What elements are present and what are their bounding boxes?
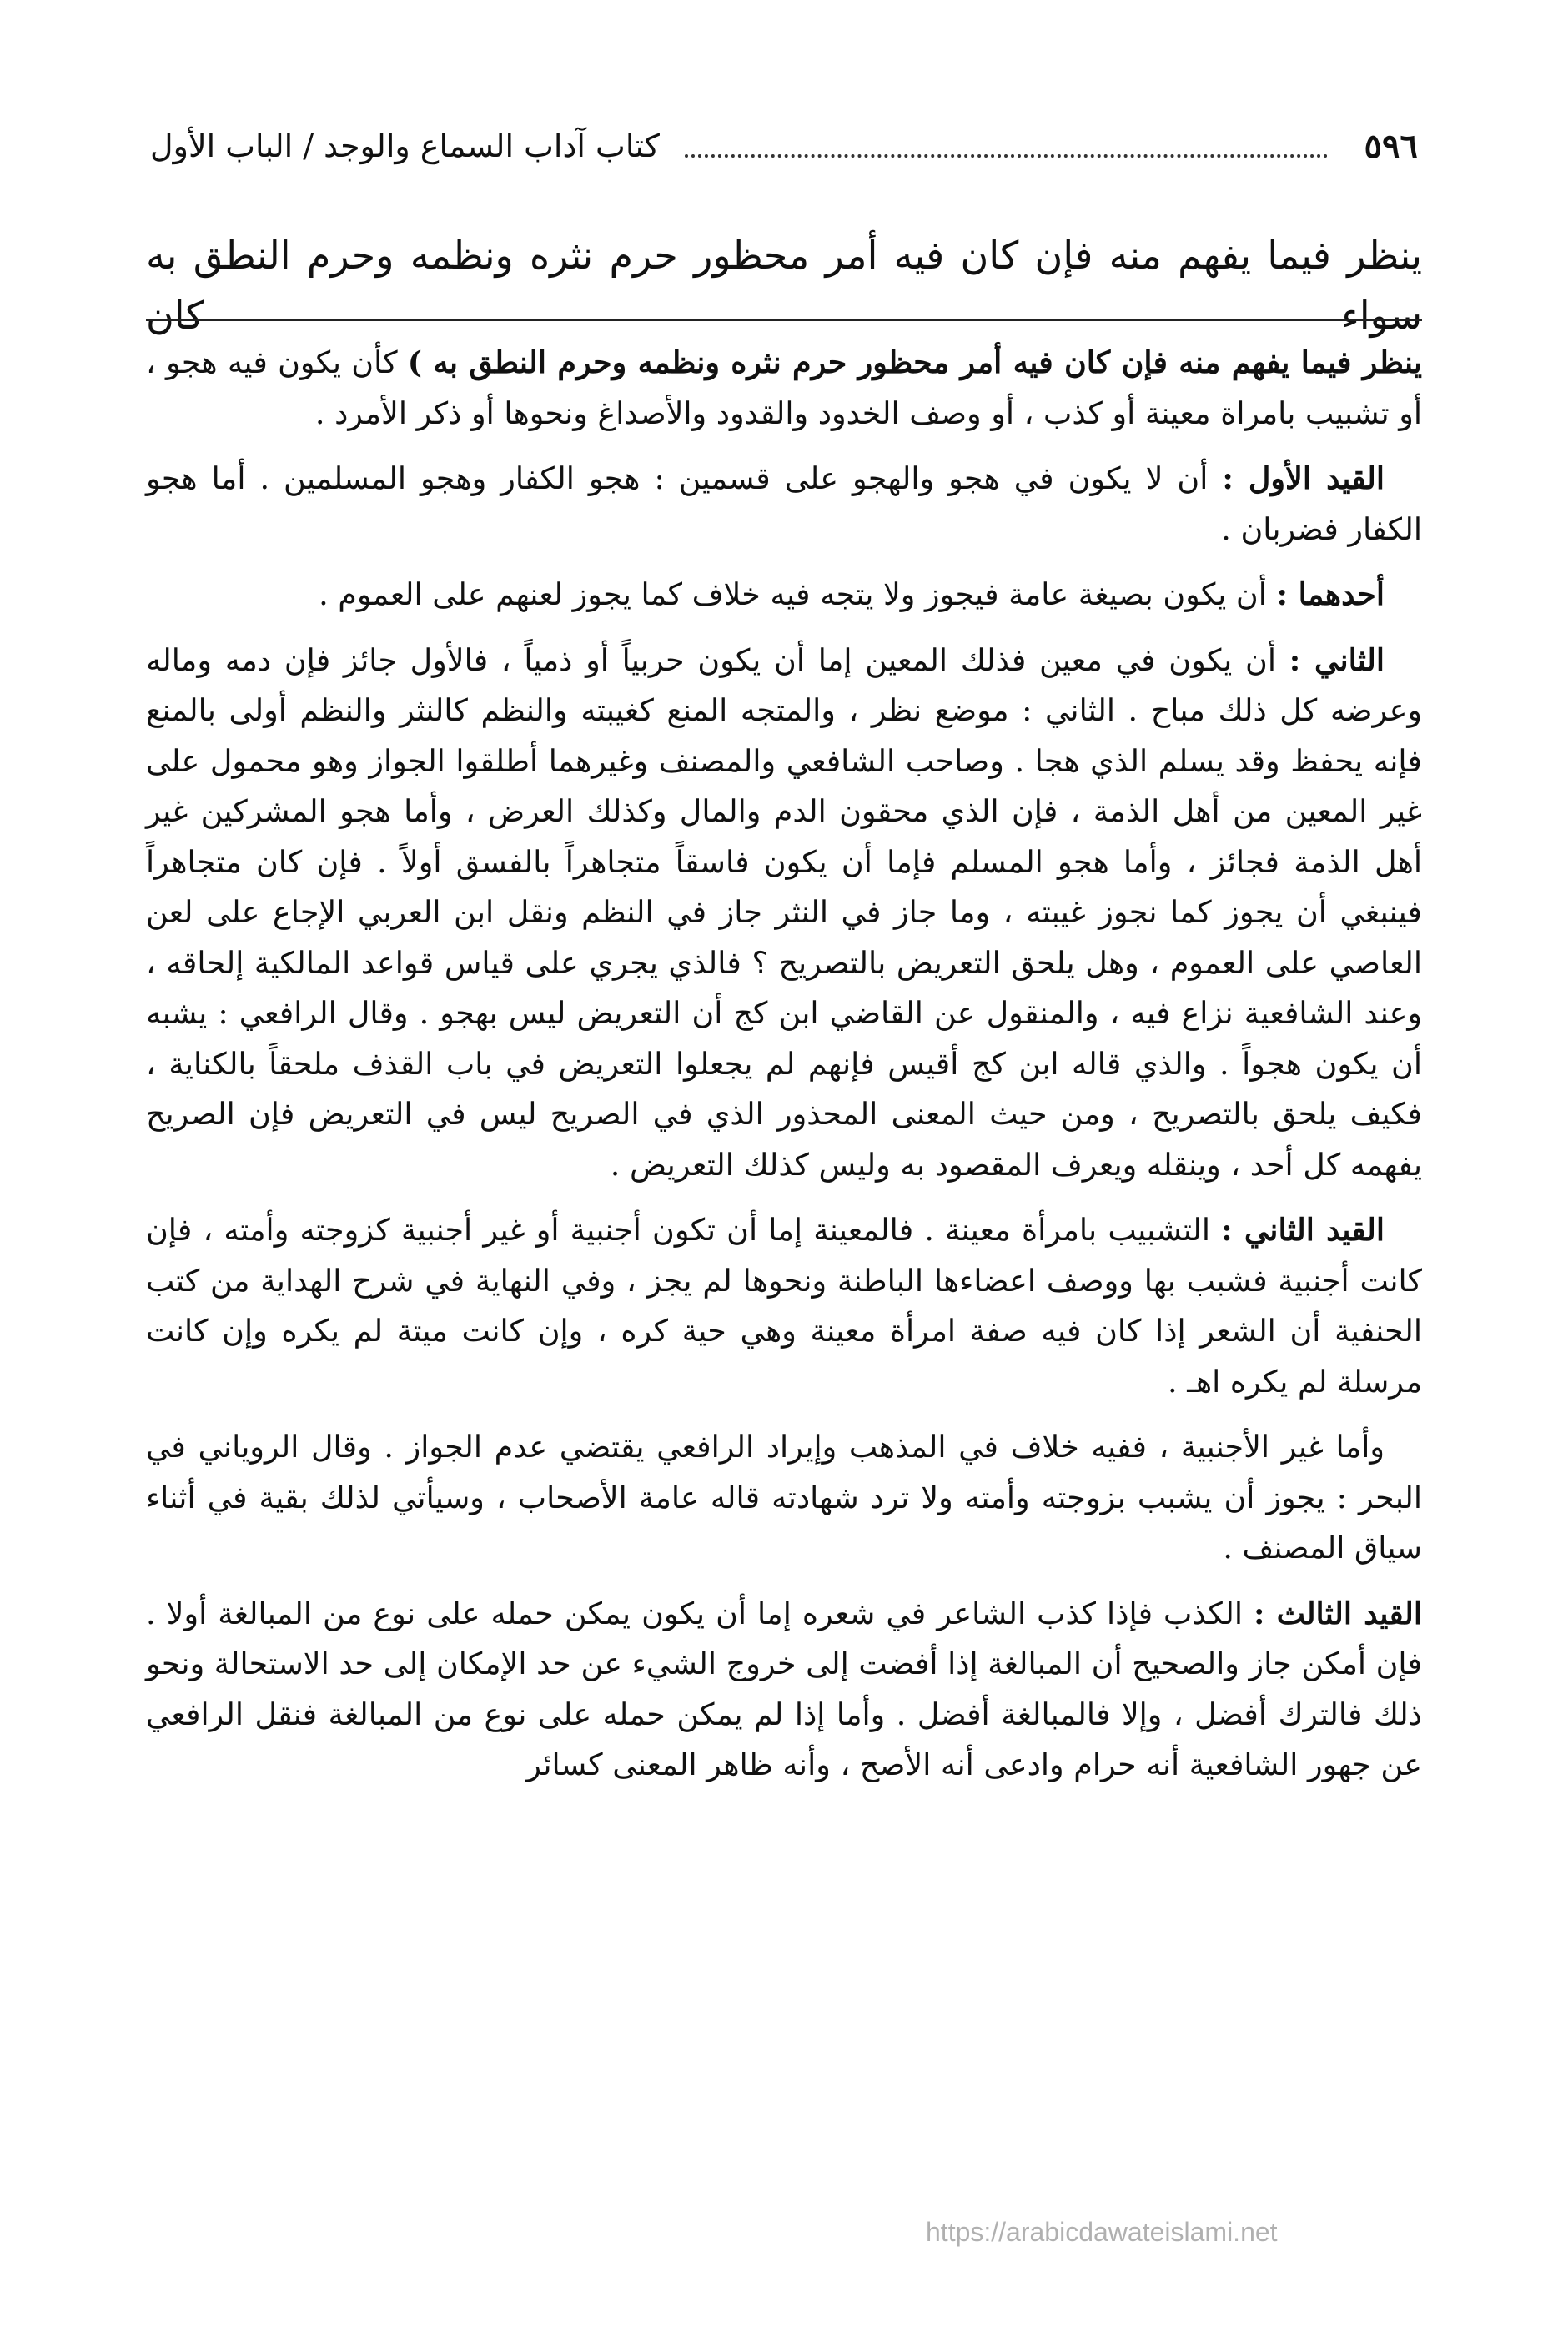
section-label: الثاني : [1289,641,1385,678]
running-header-title: كتاب آداب السماع والوجد / الباب الأول [150,128,660,164]
paragraph-text: كأن يكون فيه هجو ، أو تشبيب بامراة معينة أو كذب ، أو وصف الخدود والقدود والأصداغ ونحوها أو ذكر الأمرد . [146,344,1422,431]
section-label: القيد الثالث : [1254,1595,1422,1631]
commentary-paragraph [146,570,1422,621]
commentary-paragraph [146,338,1422,439]
paragraph-text: وأما غير الأجنبية ، ففيه خلاف في المذهب وإيراد الرافعي يقتضي عدم الجواز . وقال الروياني في البحر : يجوز أن يشبب بزوجته وأمته ولا ترد شهادته قاله عامة الأصحاب ، وسيأتي لذلك بقية في أثناء سياق المصنف . [146,1429,1422,1566]
section-label: القيد الثاني : [1221,1212,1385,1248]
section-label: أحدهما : [1276,576,1385,612]
footnote-separator [146,319,1422,321]
paragraph-text: أن يكون بصيغة عامة فيجوز ولا يتجه فيه خلاف كما يجوز لعنهم على العموم . [319,576,1277,612]
commentary [146,338,1422,1806]
page-number: ٥٩٦ [1364,126,1418,166]
section-label: القيد الأول : [1222,460,1385,496]
running-header [150,117,1418,175]
commentary-paragraph [146,1205,1422,1407]
paragraph-text: الكذب فإذا كذب الشاعر في شعره إما أن يكون يمكن حمله على نوع من المبالغة أولا . فإن أمكن جاز والصحيح أن المبالغة إذا أفضت إلى خروج الشيء عن حد الإمكان إلى حد الاستحالة ونحو ذلك فالترك أفضل ، وإلا فالمبالغة أفضل . وأما إذا لم يمكن حمله على نوع من المبالغة فنقل الرافعي عن جهور الشافعية أنه حرام وادعى أنه الأصح ، وأنه ظاهر المعنى كسائر [146,1595,1422,1782]
commentary-paragraph [146,1422,1422,1574]
commentary-paragraph [146,454,1422,555]
quoted-matn: ينظر فيما يفهم منه فإن كان فيه أمر محظور حرم نثره ونظمه وحرم النطق به ) [407,344,1422,380]
leader-dots [685,134,1328,158]
paragraph-text: أن يكون في معين فذلك المعين إما أن يكون حربياً أو ذمياً ، فالأول جائز فإن دمه وماله وعرضه كل ذلك مباح . الثاني : موضع نظر ، والمتجه المنع كغيبته والنظم كالنثر والنظم أولى بالمنع فإنه يحفظ وقد يسلم الذي هجا . وصاحب الشافعي والمصنف وغيرهما أطلقوا الجواز وهو محمول على غير المعين من أهل الذمة ، فإن الذي محقون الدم والمال وكذلك العرض ، وأما هجو المشركين غير أهل الذمة فجائز ، وأما هجو المسلم فإما أن يكون فاسقاً متجاهراً بالفسق أولاً . فإن كان متجاهراً فينبغي أن يجوز كما نجوز غيبته ، وما جاز في النثر جاز في النظم ونقل ابن العربي الإجاع على لعن العاصي على العموم ، وهل يلحق التعريض بالتصريح ؟ فالذي يجري على قياس قواعد المالكية إلحاقه ، وعند الشافعية نزاع فيه ، والمنقول عن القاضي ابن كج أن التعريض ليس بهجو . وقال الرافعي : يشبه أن يكون هجواً . والذي قاله ابن كج أقيس فإنهم لم يجعلوا التعريض في باب القذف ملحقاً بالكناية ، فكيف يلحق بالتصريح ، ومن حيث المعنى المحذور الذي في الصريح ليس في التعريض فإن الصريح يفهمه كل أحد ، وينقله ويعرف المقصود به وليس كذلك التعريض . [146,641,1422,1183]
paragraph-text: التشبيب بامرأة معينة . فالمعينة إما أن تكون أجنبية أو غير أجنبية كزوجته وأمته ، فإن كانت أجنبية فشبب بها ووصف اعضاءها الباطنة ونحوها لم يجز ، وفي النهاية في شرح الهداية من كتب الحنفية أن الشعر إذا كان فيه صفة امرأة معينة وهي حية كره ، وإن كانت ميتة لم يكره وإن كانت مرسلة لم يكره اهـ . [146,1212,1422,1400]
commentary-paragraph [146,1589,1422,1791]
commentary-paragraph [146,636,1422,1191]
matn-text: ينظر فيما يفهم منه فإن كان فيه أمر محظور حرم نثره ونظمه وحرم النطق به سواء كان [146,233,1422,338]
watermark-url: https://arabicdawateislami.net [926,2217,1278,2247]
paragraph-text: أن لا يكون في هجو والهجو على قسمين : هجو الكفار وهجو المسلمين . أما هجو الكفار فضربان . [146,460,1422,547]
